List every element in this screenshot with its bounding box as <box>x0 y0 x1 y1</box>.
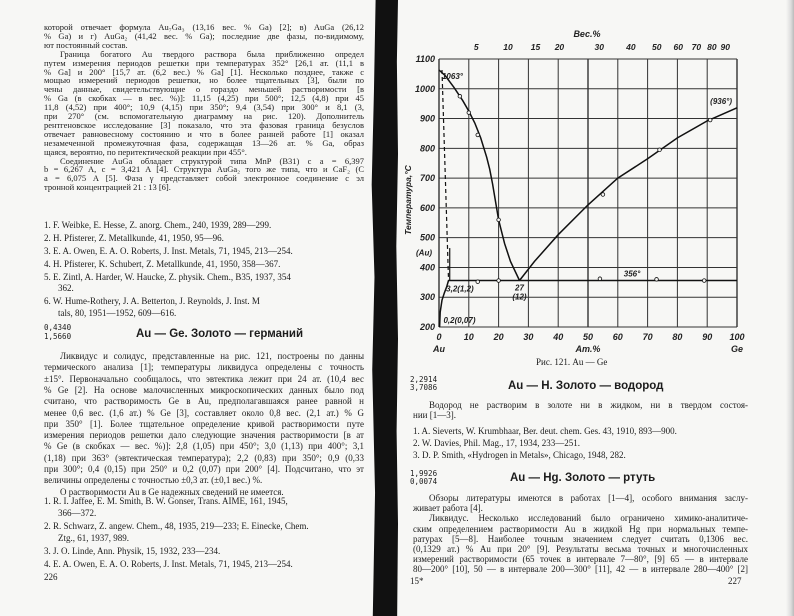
y-tick-label: 300 <box>419 292 435 303</box>
reference-item: 362. <box>58 283 74 293</box>
solvus-dashed <box>442 70 449 281</box>
body-text-line: при 270° (см. вспомогательную диаграмму на рис. 120). Дополнитель <box>44 111 364 121</box>
reference-item: 6. W. Hume-Rothery, J. A. Betterton, J. Reynolds, J. Inst. M <box>44 296 260 306</box>
log-value: 1,5660 <box>44 332 72 341</box>
reference-item: tals, 80, 1951—1952, 609—616. <box>58 308 177 318</box>
body-text-line: нии [1—3]. <box>413 410 456 420</box>
body-text-line: % Ge (в скобках — вес. %)]: 2,8 (1,05) при 450°; 3,0 (1,13) при 400°; 3,1 <box>44 441 364 452</box>
x-tick-label: 70 <box>642 332 653 342</box>
reference-item: 2. R. Schwarz, Z. angew. Chem., 48, 1935, 219—233; E. Einecke, Chem. <box>44 521 309 531</box>
x2-tick-label: 15 <box>530 42 541 52</box>
data-point <box>658 148 662 152</box>
x2-tick-label: 5 <box>473 42 479 52</box>
data-point <box>601 193 605 197</box>
y-tick-label: 700 <box>419 173 435 184</box>
log-value: 0,4340 <box>44 323 72 332</box>
x-end-label-ge: Ge <box>730 344 744 354</box>
body-text-line: % Ga) и г) AuGa₂ (41,42 вес. % Ga); последние две фазы, по-видимому, <box>44 30 364 41</box>
data-point <box>598 277 602 281</box>
body-text-line: незамеченной промежуточная фаза, содержащая 13—26 ат. % Ga, образ <box>44 137 364 148</box>
body-text-line: при 300°; 0,4 (0,15) при 250° и 0,2 (0,07) при 200° [4]. Подсчитано, что эт <box>44 464 364 474</box>
x-axis-label: Ат.% <box>575 344 601 354</box>
reference-item: 5. E. Zintl, A. Harder, W. Haucke, Z. physik. Chem., B35, 1937, 354 <box>44 272 291 282</box>
body-text-line: ским определением растворимости Au в жидкой Hg при нормальных темпе- <box>413 523 748 534</box>
body-text-line: % Ga (в скобках — в вес. %)]: 11,15 (4,25) при 500°; 12,5 (4,8) при 45 <box>44 93 364 104</box>
body-text-line: путем измерения периодов решетки при температурах 352° [26,1 ат. (11,1 в <box>44 57 364 68</box>
body-text-line: ратурах [5—8]. Наиболее точным значением следует считать 0,1306 вес. <box>413 533 748 544</box>
x-tick-label: 50 <box>582 332 594 342</box>
body-text-line: отвечает равновесному состоянию и что в более ранней работе [1] оказал <box>44 128 364 139</box>
body-text-line: % Ga] и 200° [15,7 ат. (6,2 вес.) % Ga] [1]. Несколько позднее, также с <box>44 66 364 77</box>
chart-annotation: (12) <box>512 292 527 302</box>
body-text-line: 80—200° [10], 50 — в интервале 200—300° [11], 42 — в интервале 280—400° [2] <box>413 564 748 575</box>
body-text-line: тронной концентрацией 21 : 13 [6]. <box>44 182 171 193</box>
reference-item: 4. E. A. Owen, E. A. O. Roberts, J. Inst. Metals, 71, 1945, 213—254. <box>44 559 293 569</box>
body-text-line: Обзоры литературы имеются в работах [1—4], особого внимания заслу- <box>429 493 748 503</box>
x-tick-label: 90 <box>702 332 713 342</box>
y-axis-label: Температура,°C <box>403 165 413 235</box>
x-tick-label: 40 <box>553 332 564 342</box>
body-text-line: О растворимости Au в Ge надежных сведений не имеется. <box>60 486 284 497</box>
page-number: 227 <box>728 576 742 586</box>
x2-tick-label: 40 <box>626 42 636 52</box>
page-number: 226 <box>44 572 58 582</box>
body-text-line: 11,8 (4,52) при 400°; 10,9 (4,15) при 350°; 9,4 (3,54) при 300° и 8,1 (3, <box>44 102 364 113</box>
body-text-line: Граница богатого Au твердого раствора была приближенно определ <box>60 48 364 59</box>
y-tick-label: 900 <box>419 113 435 124</box>
body-text-line: считано, что растворимость Ge в Au, предполагавшаяся ранее равной н <box>44 396 364 407</box>
reference-item: 4. H. Pfisterer, K. Schubert, Z. Metallkunde, 41, 1950, 358—367. <box>44 259 281 269</box>
log-value: 1,9926 <box>410 469 438 478</box>
chart-annotation: (Au) <box>416 248 432 258</box>
body-text-line: ют постоянный состав. <box>44 39 128 50</box>
x2-tick-label: 20 <box>554 42 565 52</box>
figure-caption: Рис. 121. Au — Ge <box>536 357 608 367</box>
data-point <box>708 118 712 122</box>
body-text-line: (0,1329 ат.) % Au при 20° [9]. Результаты весьма точных и многочисленных <box>413 544 748 554</box>
body-text-line: Ликвидус и солидус, представленные на рис. 121, построены по данны <box>60 351 364 361</box>
y-tick-label: 800 <box>419 143 435 154</box>
body-text-line: термического анализа [1]; температуры ликвидуса определены с точность <box>44 362 364 373</box>
data-point <box>655 278 659 282</box>
body-text-line: a = 6,075 A [5]. Фаза γ представляет собой электронное соединение с эл <box>44 173 364 184</box>
x2-tick-label: 30 <box>594 42 604 52</box>
body-text-line: величины определены с точностью ±0,3 ат. (±0,1 вес.) %. <box>44 475 263 486</box>
data-point <box>476 280 480 284</box>
y-tick-label: 1000 <box>414 83 435 94</box>
log-value: 0,0074 <box>410 477 438 486</box>
data-point <box>476 133 480 137</box>
x2-tick-label: 90 <box>720 42 731 52</box>
body-text-line: измерения периодов решетки дало следующие значения растворимости [в ат <box>44 430 364 441</box>
body-text-line: мощью измерений периодов решетки, но более тщательных [3], были по <box>44 75 364 86</box>
chart-annotation: 356° <box>623 269 641 279</box>
body-text-line: (1,18) при 363° (эвтектическая температура); 2,2 (0,83) при 350°; 0,9 (0,33 <box>44 452 364 463</box>
chart-annotation: 3,2(1,2) <box>446 284 474 294</box>
body-text-line: менее 0,6 вес. (1,6 ат.) % Ge [3], составляет около 0,8 вес. (2,1 ат.) % G <box>44 407 364 418</box>
series-liquidus-au <box>439 70 520 281</box>
y-tick-label: 500 <box>419 232 435 243</box>
data-point <box>702 279 706 283</box>
page-edge-shadow <box>786 0 794 616</box>
body-text-line: Ликвидус. Несколько исследований было ограничено химико-аналитиче- <box>429 513 748 524</box>
x-tick-label: 100 <box>729 332 745 342</box>
reference-item: 2. W. Davies, Phil. Mag., 17, 1934, 233—251. <box>413 438 581 448</box>
data-point <box>497 279 501 283</box>
body-text-line: % Ge [2]. На основе малочисленных микроскопических данных было под <box>44 384 364 395</box>
reference-item: 3. J. O. Linde, Ann. Physik, 15, 1932, 233—234. <box>44 546 221 556</box>
section-title: Au — Ge. Золото — германий <box>136 328 304 340</box>
data-point <box>497 218 501 222</box>
data-point <box>467 111 471 115</box>
data-point <box>458 94 462 98</box>
reference-item: 2. H. Pfisterer, Z. Metallkunde, 41, 1950, 95—96. <box>44 233 224 243</box>
x-tick-label: 20 <box>493 332 504 342</box>
body-text-line: при 350° [1]. Более тщательное определение кривой растворимости путе <box>44 418 364 429</box>
x2-tick-label: 50 <box>652 42 662 52</box>
x-tick-label: 80 <box>672 332 683 342</box>
reference-item: 1. R. I. Jaffee, E. M. Smith, B. W. Gonser, Trans. AIME, 161, 1945, <box>44 496 288 506</box>
x2-axis-label: Вес.% <box>573 29 601 39</box>
x2-tick-label: 10 <box>503 42 513 52</box>
body-text-line: живает работа [4]. <box>413 503 483 514</box>
body-text-line: ±15°. Первоначально сообщалось, что эвтектика лежит при 24 ат. (10,4 вес <box>44 373 364 384</box>
x2-tick-label: 80 <box>707 42 717 52</box>
x-tick-label: 10 <box>463 332 474 342</box>
body-text-line: рентгеновское исследование [3] показало, что эта фазовая граница безуслов <box>44 119 364 130</box>
x2-tick-label: 70 <box>691 42 702 52</box>
reference-item: 3. D. P. Smith, «Hydrogen in Metals», Chicago, 1948, 282. <box>413 450 626 460</box>
reference-item: 1. F. Weibke, E. Hesse, Z. anorg. Chem., 240, 1939, 289—299. <box>44 220 272 230</box>
y-tick-label: 200 <box>419 322 435 332</box>
section-title: Au — H. Золото — водород <box>508 380 664 392</box>
log-value: 2,2914 <box>410 375 438 384</box>
body-text-line: которой отвечает формула Au₇Ga₃ (13,16 вес. % Ga) [2]; в) AuGa (26,12 <box>44 22 364 32</box>
chart-annotation: 0,2(0,07) <box>443 316 476 325</box>
y-tick-label: 600 <box>419 202 435 213</box>
y-tick-label: 400 <box>419 262 435 273</box>
body-text-line: измерений растворимости (65 точек в интервале 7—80°, [9] 65 — в интервале <box>413 554 748 565</box>
section-title: Au — Hg. Золото — ртуть <box>510 472 656 484</box>
x-tick-label: 60 <box>612 332 623 342</box>
signature-mark: 15* <box>410 576 424 586</box>
reference-item: 1. A. Sieverts, W. Krumbhaar, Ber. deut. chem. Ges. 43, 1910, 893—900. <box>413 426 677 436</box>
reference-item: 3. E. A. Owen, E. A. O. Roberts, J. Inst. Metals, 71, 1945, 213—254. <box>44 246 293 256</box>
y-tick-label: 1100 <box>415 54 435 64</box>
x-tick-label: 0 <box>436 332 442 342</box>
chart-annotation: 27 <box>515 283 524 293</box>
reference-item: 366—372. <box>58 508 97 518</box>
phase-diagram-au-ge <box>400 0 786 370</box>
x2-tick-label: 60 <box>673 42 683 52</box>
x-end-label-au: Au <box>433 344 445 354</box>
chart-annotation: 1063° <box>441 72 463 82</box>
series-liquidus-ge <box>520 108 738 281</box>
body-text-line: Соединение AuGa обладает структурой типа MnP (B31) с a = 6,397 <box>60 155 364 166</box>
log-value: 3,7086 <box>410 383 438 392</box>
body-text-line: Водород не растворим в золоте ни в жидком, ни в твердом состоя- <box>429 400 748 410</box>
body-text-line: щаяся, вероятно, по перитектической реакции при 455°. <box>44 146 247 157</box>
body-text-line: чены данные, свидетельствующие о гораздо меньшей растворимости [в <box>44 84 364 95</box>
reference-item: Ztg., 61, 1937, 989. <box>58 533 129 543</box>
chart-annotation: (936°) <box>710 96 733 106</box>
body-text-line: b = 6,267 A, c = 3,421 A [4]. Структура AuGa₂ того же типа, что и CaF₂ (C <box>44 164 364 175</box>
x-tick-label: 30 <box>523 332 534 342</box>
